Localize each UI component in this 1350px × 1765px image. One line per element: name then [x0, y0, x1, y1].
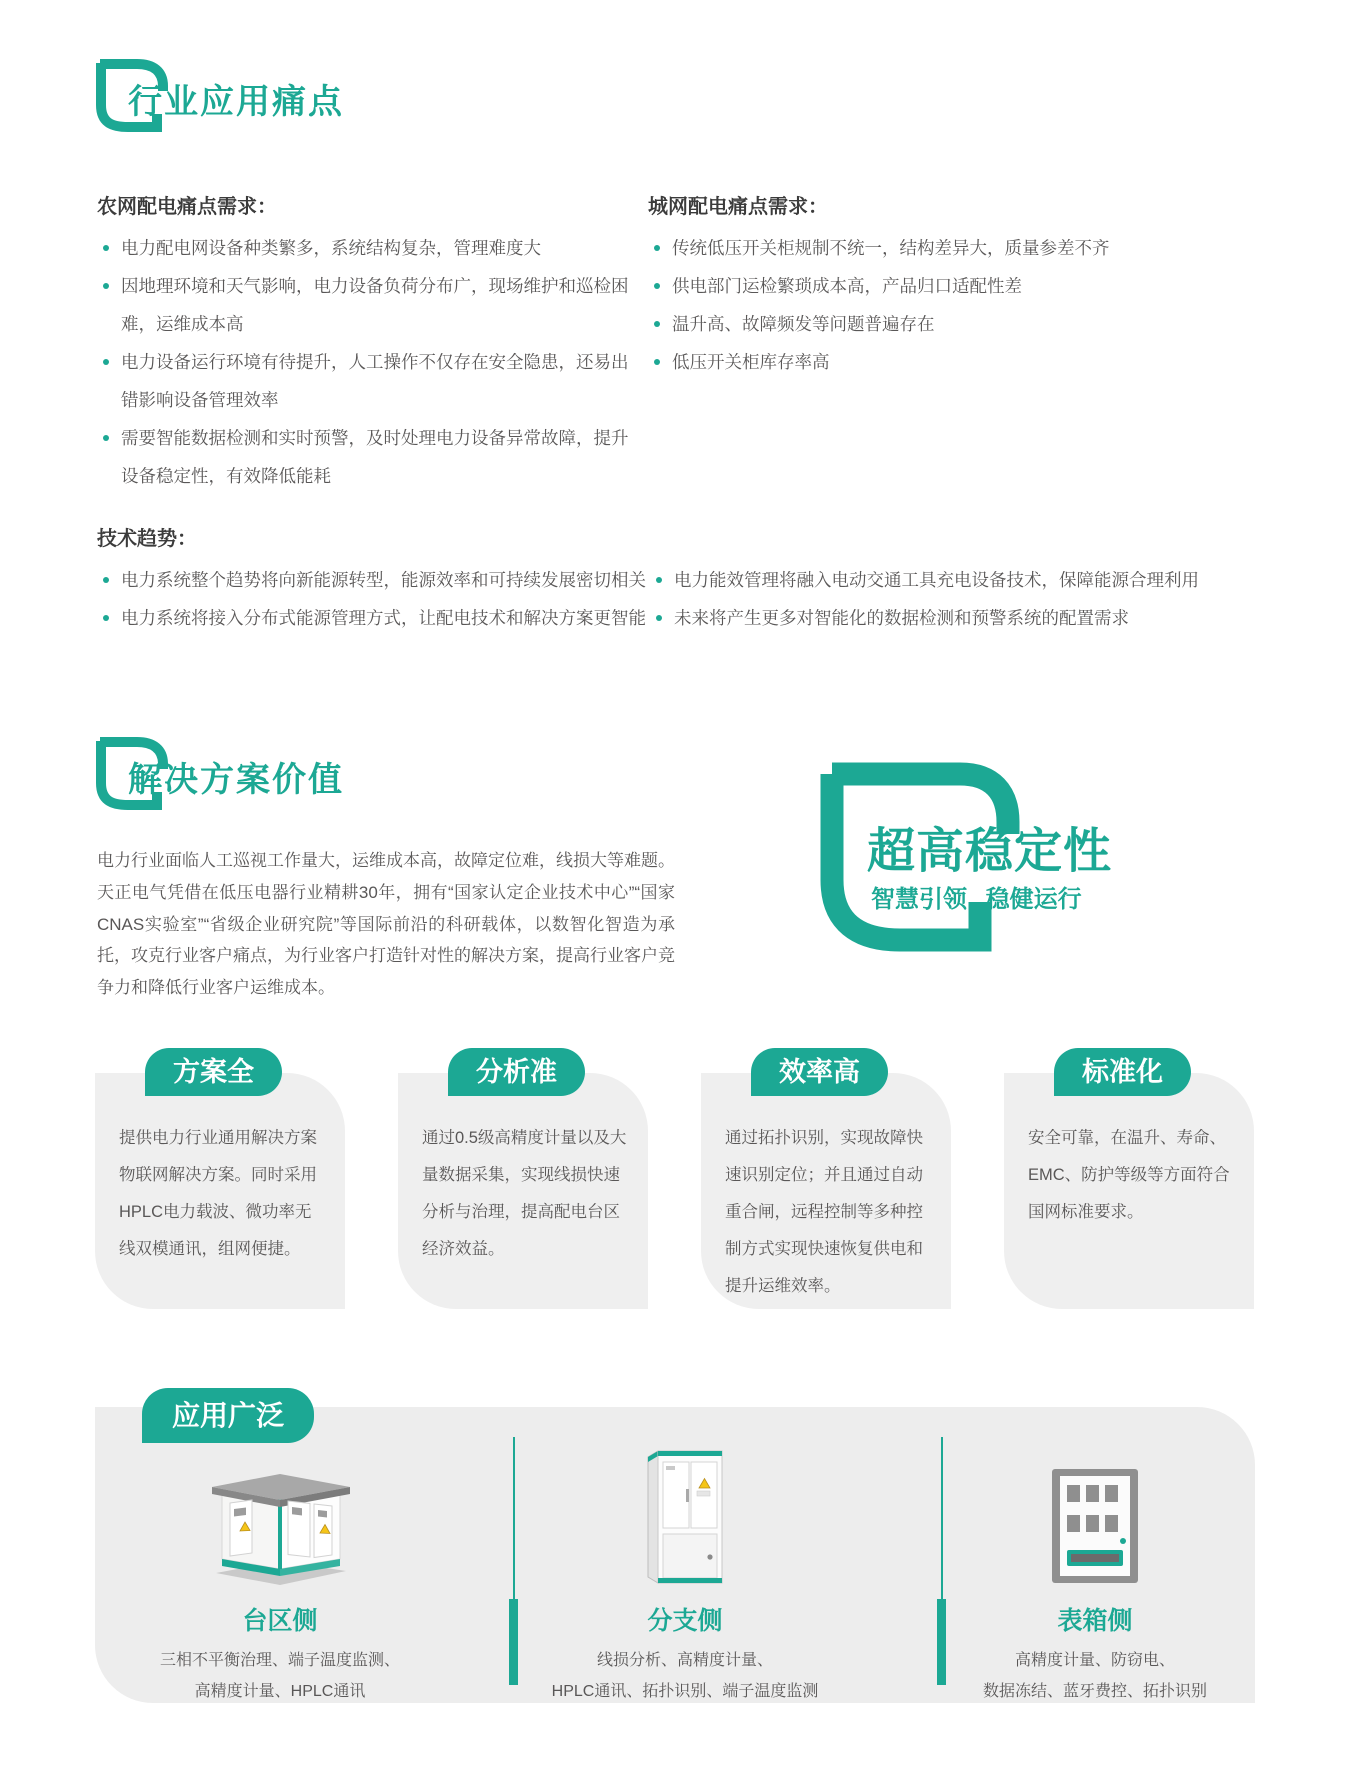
- substation-icon: [105, 1445, 455, 1587]
- applications-panel: [95, 1400, 1255, 1703]
- application-description: 高精度计量、防窃电、 数据冻结、蓝牙费控、拓扑识别: [982, 1652, 1207, 1700]
- bullet-item: 电力系统将接入分布式能源管理方式，让配电技术和解决方案更智能: [97, 599, 650, 637]
- card-badge: 标准化: [1054, 1048, 1191, 1096]
- application-description: 三相不平衡治理、端子温度监测、 高精度计量、HPLC通讯: [159, 1652, 400, 1700]
- meter-box-icon: [945, 1445, 1245, 1587]
- bullet-item: 供电部门运检繁琐成本高，产品归口适配性差: [648, 267, 1233, 305]
- card-badge: 效率高: [751, 1048, 888, 1096]
- application-meter-box-side: [945, 1445, 1245, 1707]
- card-body: 安全可靠，在温升、寿命、EMC、防护等级等方面符合国网标准要求。: [1028, 1129, 1230, 1221]
- feature-cards-row: [0, 1057, 1350, 1313]
- section-title: 行业应用痛点: [128, 83, 344, 121]
- bullet-item: 未来将产生更多对智能化的数据检测和预警系统的配置需求: [650, 599, 1257, 637]
- card-body: 通过拓扑识别，实现故障快速识别定位；并且通过自动重合闸，远程控制等多种控制方式实现快速恢复供电和提升运维效率。: [725, 1129, 923, 1295]
- bullet-item: 电力配电网设备种类繁多，系统结构复杂，管理难度大: [97, 229, 629, 267]
- section-header-solution-value: [95, 736, 515, 816]
- section-title: 解决方案价值: [128, 761, 344, 799]
- tech-trends-block: [97, 522, 1257, 637]
- application-title: 分支侧: [647, 1607, 723, 1635]
- feature-card-high-efficiency: [701, 1057, 951, 1309]
- rural-bullet-list: [97, 229, 629, 495]
- rural-pain-points-block: [97, 190, 629, 495]
- trends-heading: 技术趋势：: [97, 528, 197, 550]
- applications-badge: 应用广泛: [142, 1388, 314, 1443]
- feature-card-solution-complete: [95, 1057, 345, 1309]
- highlight-title: 超高稳定性: [867, 825, 1113, 878]
- trends-left-list: [97, 561, 650, 637]
- urban-bullet-list: [648, 229, 1233, 381]
- urban-pain-points-block: [648, 190, 1233, 381]
- feature-card-standardized: [1004, 1057, 1254, 1309]
- urban-heading: 城网配电痛点需求：: [648, 196, 828, 218]
- bullet-item: 需要智能数据检测和实时预警，及时处理电力设备异常故障，提升设备稳定性，有效降低能耗: [97, 419, 629, 495]
- feature-card-accurate-analysis: [398, 1057, 648, 1309]
- application-title: 表箱侧: [1057, 1607, 1133, 1635]
- application-transformer-area: [105, 1445, 455, 1707]
- card-body: 提供电力行业通用解决方案物联网解决方案。同时采用HPLC电力载波、微功率无线双模通讯，组网便捷。: [119, 1129, 317, 1258]
- branch-cabinet-icon: [490, 1445, 880, 1587]
- card-badge: 方案全: [145, 1048, 282, 1096]
- bullet-item: 电力设备运行环境有待提升，人工操作不仅存在安全隐患，还易出错影响设备管理效率: [97, 343, 629, 419]
- bullet-item: 温升高、故障频发等问题普遍存在: [648, 305, 1233, 343]
- trends-right-list: [650, 561, 1257, 637]
- rural-heading: 农网配电痛点需求：: [97, 196, 277, 218]
- trends-columns: [97, 561, 1257, 637]
- stability-highlight-graphic: [820, 762, 1160, 972]
- bullet-item: 电力能效管理将融入电动交通工具充电设备技术，保障能源合理利用: [650, 561, 1257, 599]
- application-title: 台区侧: [242, 1607, 318, 1635]
- bullet-item: 传统低压开关柜规制不统一，结构差异大，质量参差不齐: [648, 229, 1233, 267]
- section-header-pain-points: [95, 58, 515, 138]
- solution-paragraph: 电力行业面临人工巡视工作量大，运维成本高，故障定位难，线损大等难题。天正电气凭借在低压电器行业精耕30年，拥有“国家认定企业技术中心”“国家CNAS实验室”“省级企业研究院”等国际前沿的科研载体，以数智化智造为承托，攻克行业客户痛点，为行业客户打造针对性的解决方案，提高行业客户竞争力和降低行业客户运维成本。: [97, 851, 675, 998]
- bullet-item: 电力系统整个趋势将向新能源转型，能源效率和可持续发展密切相关: [97, 561, 650, 599]
- bullet-item: 低压开关柜库存率高: [648, 343, 1233, 381]
- application-branch-side: [490, 1445, 880, 1707]
- card-badge: 分析准: [448, 1048, 585, 1096]
- card-body: 通过0.5级高精度计量以及大量数据采集，实现线损快速分析与治理，提高配电台区经济效益。: [422, 1129, 627, 1258]
- highlight-subtitle: 智慧引领 稳健运行: [871, 886, 1082, 913]
- application-description: 线损分析、高精度计量、 HPLC通讯、拓扑识别、端子温度监测: [551, 1652, 819, 1700]
- bullet-item: 因地理环境和天气影响，电力设备负荷分布广，现场维护和巡检困难，运维成本高: [97, 267, 629, 343]
